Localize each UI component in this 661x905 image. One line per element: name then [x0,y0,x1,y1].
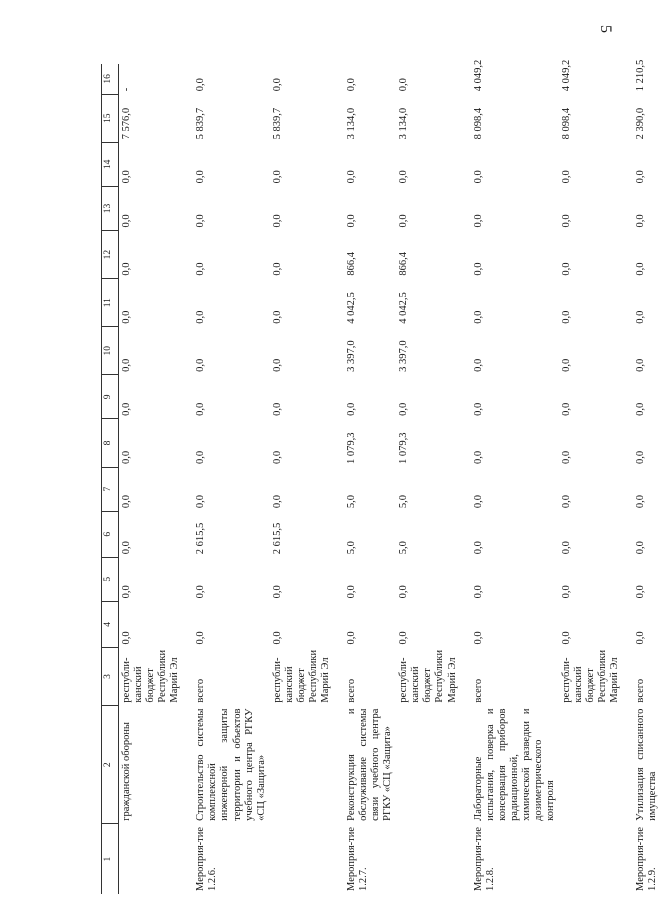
value-cell: 0,0 [561,402,572,416]
measure-id-cell [396,824,460,894]
funding-source-cell: всего [195,678,207,703]
value-cell: 0,0 [195,310,207,324]
column-number-row [102,64,119,894]
value-cell: 0,0 [398,402,410,416]
value-cell: 3 397,0 [398,340,410,372]
value-cell: 0,0 [472,541,484,555]
funding-source-cell: всего [635,678,647,703]
value-cell: 0,0 [195,262,207,276]
value-cell: 5,0 [398,495,410,509]
value-cell: 0,0 [195,495,207,509]
value-cell: 5,0 [346,541,357,555]
value-cell: 7 576,0 [121,107,132,140]
value-cell: 1 079,3 [346,432,357,465]
value-cell: 0,0 [271,170,283,184]
col-header: 10 [102,327,119,375]
value-cell: 0,0 [635,541,647,555]
table-row [183,64,269,894]
funding-source-cell: всего [346,678,357,703]
value-cell: 4 049,2 [561,59,572,92]
measure-id-cell: Мероприя-тие 1.2.7. [346,826,370,891]
value-cell: 0,0 [561,541,572,555]
value-cell: 0,0 [635,495,647,509]
measure-id-cell [559,824,623,894]
table-row [461,64,559,894]
value-cell: 0,0 [195,402,207,416]
value-cell: 1 079,3 [398,432,410,465]
value-cell: 0,0 [121,402,132,416]
value-cell: 0,0 [472,262,484,276]
value-cell: 0,0 [121,585,132,599]
value-cell: 0,0 [561,358,572,372]
value-cell: 0,0 [195,214,207,228]
measure-id-cell [270,824,334,894]
value-cell: 0,0 [346,585,357,599]
rotated-table-container [101,59,659,894]
measure-name-cell: Реконструкция и обслуживание системы связи учебного центра РГКУ «СЦ «Защита» [346,708,394,821]
value-cell: 2 615,5 [195,522,207,555]
funding-source-cell: всего [472,678,484,703]
value-cell: 0,0 [561,631,572,645]
value-cell: 0,0 [121,450,132,465]
budget-table [101,59,661,894]
funding-source-cell: республи-канский бюджет Республики Марий Эл [398,649,458,703]
value-cell: 0,0 [121,310,132,324]
col-header: 13 [102,186,119,230]
table-row [623,64,661,894]
table-body [119,59,661,894]
value-cell: 3 134,0 [346,107,357,140]
value-cell: 0,0 [635,262,647,276]
measure-id-cell [119,824,184,894]
col-header: 15 [102,94,119,142]
value-cell: 0,0 [472,358,484,372]
value-cell: 866,4 [346,251,357,276]
value-cell: 5,0 [346,495,357,509]
value-cell: 0,0 [635,631,647,645]
measure-name-cell: гражданской обороны [121,722,132,821]
col-header: 14 [102,142,119,186]
table-row [559,64,623,894]
value-cell: 4 049,2 [472,59,484,92]
value-cell: 0,0 [635,214,647,228]
value-cell: 0,0 [472,631,484,645]
value-cell: 0,0 [398,214,410,228]
value-cell: 3 397,0 [346,340,357,372]
col-header: 4 [102,601,119,647]
value-cell: 0,0 [561,310,572,324]
measure-name-cell: Лабораторные испытания, поверка и консервация приборов радиационной, химической разведки и дозиметрического контроля [472,708,556,821]
value-cell: 0,0 [635,310,647,324]
value-cell: 4 042,5 [398,292,410,324]
value-cell: 0,0 [472,170,484,184]
measure-name-cell [396,706,460,824]
col-header: 3 [102,647,119,705]
col-header: 16 [102,64,119,94]
col-header: 7 [102,467,119,511]
value-cell: 0,0 [271,214,283,228]
value-cell: 0,0 [472,585,484,599]
value-cell: 0,0 [271,631,283,645]
value-cell: 2 390,0 [635,107,647,140]
value-cell: 8 098,4 [472,107,484,140]
value-cell: 0,0 [635,450,647,465]
measure-name-cell [270,706,334,824]
measure-id-cell: Мероприя-тие 1.2.6. [195,826,219,891]
value-cell: 0,0 [271,78,283,92]
table-row [334,64,396,894]
measure-name-cell: Утилизация списанного имущества [635,708,659,821]
value-cell: 0,0 [121,358,132,372]
value-cell: 0,0 [346,402,357,416]
value-cell: 0,0 [398,170,410,184]
value-cell: 0,0 [271,495,283,509]
value-cell: 2 615,5 [271,522,283,555]
value-cell: 5 839,7 [271,107,283,140]
measure-name-cell: Строительство системы комплексной инженерной защиты территории и объектов учебного центра РГКУ «СЦ «Защита» [195,708,267,821]
value-cell: 0,0 [635,358,647,372]
value-cell: 0,0 [561,262,572,276]
value-cell: 0,0 [398,631,410,645]
value-cell: 0,0 [561,585,572,599]
value-cell: 0,0 [561,170,572,184]
value-cell: 0,0 [561,450,572,465]
value-cell: 0,0 [346,78,357,92]
value-cell: 0,0 [561,495,572,509]
measure-id-cell: Мероприя-тие 1.2.9. [635,826,659,891]
value-cell: 5 839,7 [195,107,207,140]
funding-source-cell: республи-канский бюджет Республики Марий Эл [121,649,181,703]
value-cell: 0,0 [121,541,132,555]
value-cell: - [121,87,132,92]
value-cell: 0,0 [121,170,132,184]
page-number: 5 [597,25,614,33]
measure-name-cell [559,706,623,824]
value-cell: 0,0 [635,170,647,184]
col-header: 11 [102,279,119,327]
col-header: 6 [102,511,119,557]
col-header: 8 [102,419,119,467]
value-cell: 0,0 [398,78,410,92]
table-row [119,64,184,894]
value-cell: 0,0 [195,358,207,372]
value-cell: 0,0 [398,585,410,599]
measure-id-cell: Мероприя-тие 1.2.8. [472,826,496,891]
table-row [270,64,334,894]
value-cell: 0,0 [271,358,283,372]
col-header: 12 [102,231,119,279]
value-cell: 0,0 [346,170,357,184]
value-cell: 0,0 [346,214,357,228]
value-cell: 0,0 [195,170,207,184]
value-cell: 0,0 [561,214,572,228]
value-cell: 0,0 [271,402,283,416]
value-cell: 0,0 [271,585,283,599]
value-cell: 0,0 [472,450,484,465]
table-row [396,64,460,894]
col-header: 1 [102,824,119,894]
value-cell: 0,0 [271,450,283,465]
value-cell: 0,0 [472,310,484,324]
value-cell: 866,4 [398,251,410,276]
value-cell: 0,0 [271,262,283,276]
funding-source-cell: республи-канский бюджет Республики Марий Эл [561,649,621,703]
value-cell: 4 042,5 [346,292,357,324]
value-cell: 0,0 [195,450,207,465]
col-header: 5 [102,557,119,601]
value-cell: 0,0 [472,214,484,228]
value-cell: 0,0 [121,495,132,509]
value-cell: 0,0 [195,585,207,599]
value-cell: 1 210,5 [635,59,647,92]
value-cell: 0,0 [635,585,647,599]
value-cell: 0,0 [346,631,357,645]
value-cell: 0,0 [472,402,484,416]
value-cell: 0,0 [121,631,132,645]
value-cell: 0,0 [472,495,484,509]
value-cell: 0,0 [635,402,647,416]
value-cell: 3 134,0 [398,107,410,140]
value-cell: 0,0 [195,631,207,645]
value-cell: 8 098,4 [561,107,572,140]
value-cell: 0,0 [121,214,132,228]
value-cell: 5,0 [398,541,410,555]
value-cell: 0,0 [121,262,132,276]
value-cell: 0,0 [195,78,207,92]
value-cell: 0,0 [271,310,283,324]
col-header: 9 [102,375,119,419]
funding-source-cell: республи-канский бюджет Республики Марий Эл [271,649,331,703]
col-header: 2 [102,706,119,824]
